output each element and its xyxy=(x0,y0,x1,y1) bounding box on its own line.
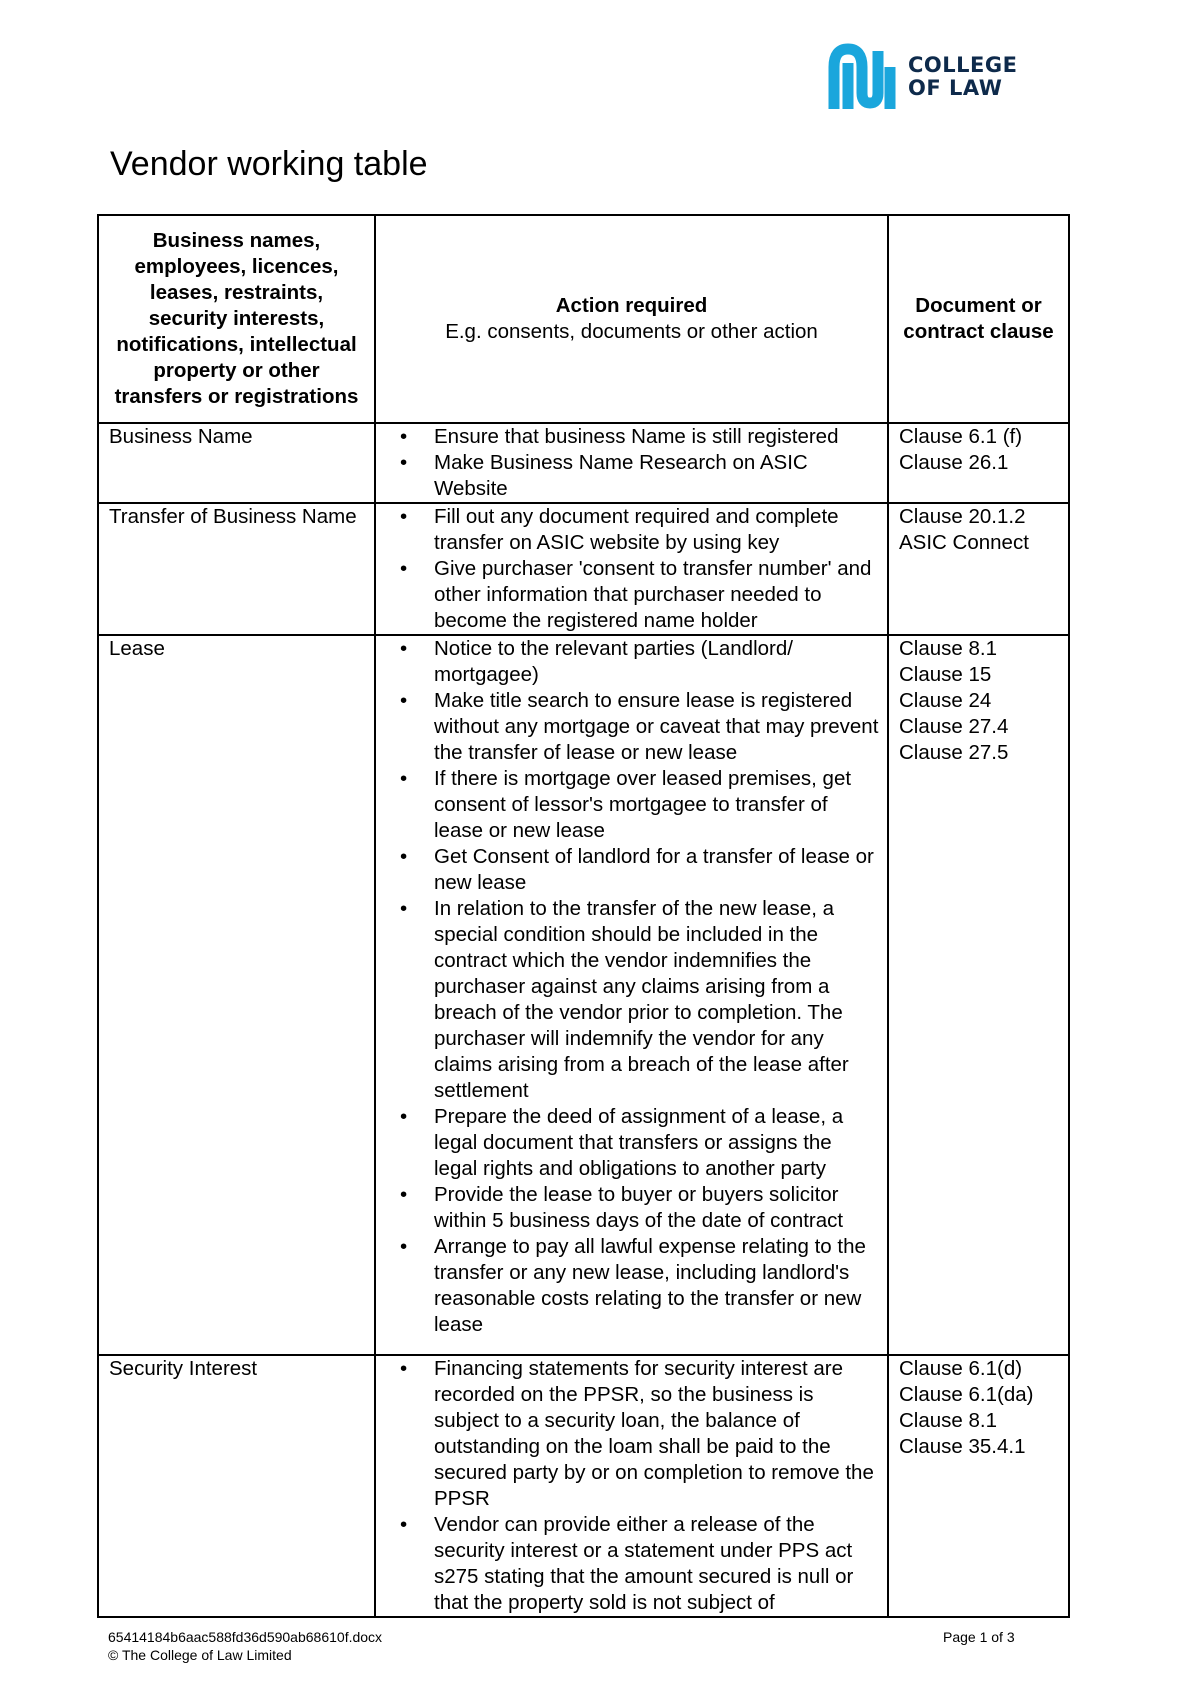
action-item: • Financing statements for security interest are recorded on the PPSR, so the business is subject to a security loan, the balance of outstanding on the loam shall be paid to the secured party by or on completion to remove the PPSR xyxy=(434,1356,879,1512)
footer-page-number: Page 1 of 3 xyxy=(943,1629,1015,1645)
clause-item: ASIC Connect xyxy=(899,531,1029,554)
row-clauses xyxy=(888,635,1069,1355)
table-row xyxy=(98,423,1069,503)
table-header-row xyxy=(98,215,1069,423)
action-item: • Get Consent of landlord for a transfer of lease or new lease xyxy=(434,844,879,896)
logo-text-line2: OF LAW xyxy=(908,76,1003,100)
action-item: • Prepare the deed of assignment of a lease, a legal document that transfers or assigns the legal rights and obligations to another party xyxy=(434,1104,879,1182)
college-of-law-logo-icon xyxy=(828,43,896,111)
action-item: • Fill out any document required and complete transfer on ASIC website by using key xyxy=(434,504,879,556)
action-item: • Ensure that business Name is still registered xyxy=(434,424,879,450)
table-row xyxy=(98,1355,1069,1617)
action-item: • Arrange to pay all lawful expense relating to the transfer or any new lease, including landlord's reasonable costs relating to the transfer or new lease xyxy=(434,1234,879,1338)
footer-filename: 65414184b6aac588fd36d590ab68610f.docx xyxy=(108,1629,383,1645)
action-item: • If there is mortgage over leased premises, get consent of lessor's mortgagee to transfer of lease or new lease xyxy=(434,766,879,844)
clause-item: Clause 8.1 xyxy=(899,637,998,660)
clause-item: Clause 27.4 xyxy=(899,715,1009,738)
action-item: • Make Business Name Research on ASIC Website xyxy=(434,450,879,502)
clause-item: Clause 27.5 xyxy=(899,741,1009,764)
clause-item: Clause 26.1 xyxy=(899,451,1009,474)
table-row xyxy=(98,503,1069,635)
clause-item: Clause 8.1 xyxy=(899,1409,998,1432)
vendor-working-table xyxy=(97,214,1070,1618)
page-title: Vendor working table xyxy=(110,145,428,183)
row-actions xyxy=(375,1355,888,1617)
header-action-subtitle: E.g. consents, documents or other action xyxy=(445,320,818,343)
action-item: • Make title search to ensure lease is registered without any mortgage or caveat that may prevent the transfer of lease or new lease xyxy=(434,688,879,766)
action-item: • Give purchaser 'consent to transfer number' and other information that purchaser needed to become the registered name holder xyxy=(434,556,879,634)
header-business-names: Business names, employees, licences, leases, restraints, security interests, notifications, intellectual property or other transfers or registrations xyxy=(98,215,375,423)
action-item: • Vendor can provide either a release of the security interest or a statement under PPS act s275 stating that the amount secured is null or that the property sold is not subject of xyxy=(434,1512,879,1616)
row-item: Security Interest xyxy=(98,1355,375,1617)
header-document-clause: Document or contract clause xyxy=(888,215,1069,423)
table-row xyxy=(98,635,1069,1355)
row-item: Transfer of Business Name xyxy=(98,503,375,635)
clause-item: Clause 24 xyxy=(899,689,992,712)
clause-item: Clause 6.1(d) xyxy=(899,1357,1023,1380)
row-actions xyxy=(375,635,888,1355)
clause-item: Clause 20.1.2 xyxy=(899,505,1026,528)
logo-text-line1: COLLEGE xyxy=(908,53,1018,77)
clause-item: Clause 15 xyxy=(899,663,992,686)
row-item: Business Name xyxy=(98,423,375,503)
action-item: • Notice to the relevant parties (Landlord/ mortgagee) xyxy=(434,636,879,688)
row-clauses xyxy=(888,503,1069,635)
action-item: • Provide the lease to buyer or buyers solicitor within 5 business days of the date of contract xyxy=(434,1182,879,1234)
row-clauses xyxy=(888,423,1069,503)
row-actions xyxy=(375,503,888,635)
college-of-law-logo xyxy=(828,43,1017,111)
row-clauses xyxy=(888,1355,1069,1617)
action-item: • In relation to the transfer of the new lease, a special condition should be included in the contract which the vendor indemnifies the purchaser against any claims arising from a breach of the vendor prior to completion. The purchaser will indemnify the vendor for any claims arising from a breach of the lease after settlement xyxy=(434,896,879,1104)
footer-left xyxy=(108,1628,382,1664)
row-item: Lease xyxy=(98,635,375,1355)
header-action-required xyxy=(375,215,888,423)
clause-item: Clause 6.1(da) xyxy=(899,1383,1034,1406)
clause-item: Clause 35.4.1 xyxy=(899,1435,1026,1458)
row-actions xyxy=(375,423,888,503)
footer-copyright: © The College of Law Limited xyxy=(108,1647,292,1663)
clause-item: Clause 6.1 (f) xyxy=(899,425,1023,448)
header-action-title: Action required xyxy=(555,294,708,317)
